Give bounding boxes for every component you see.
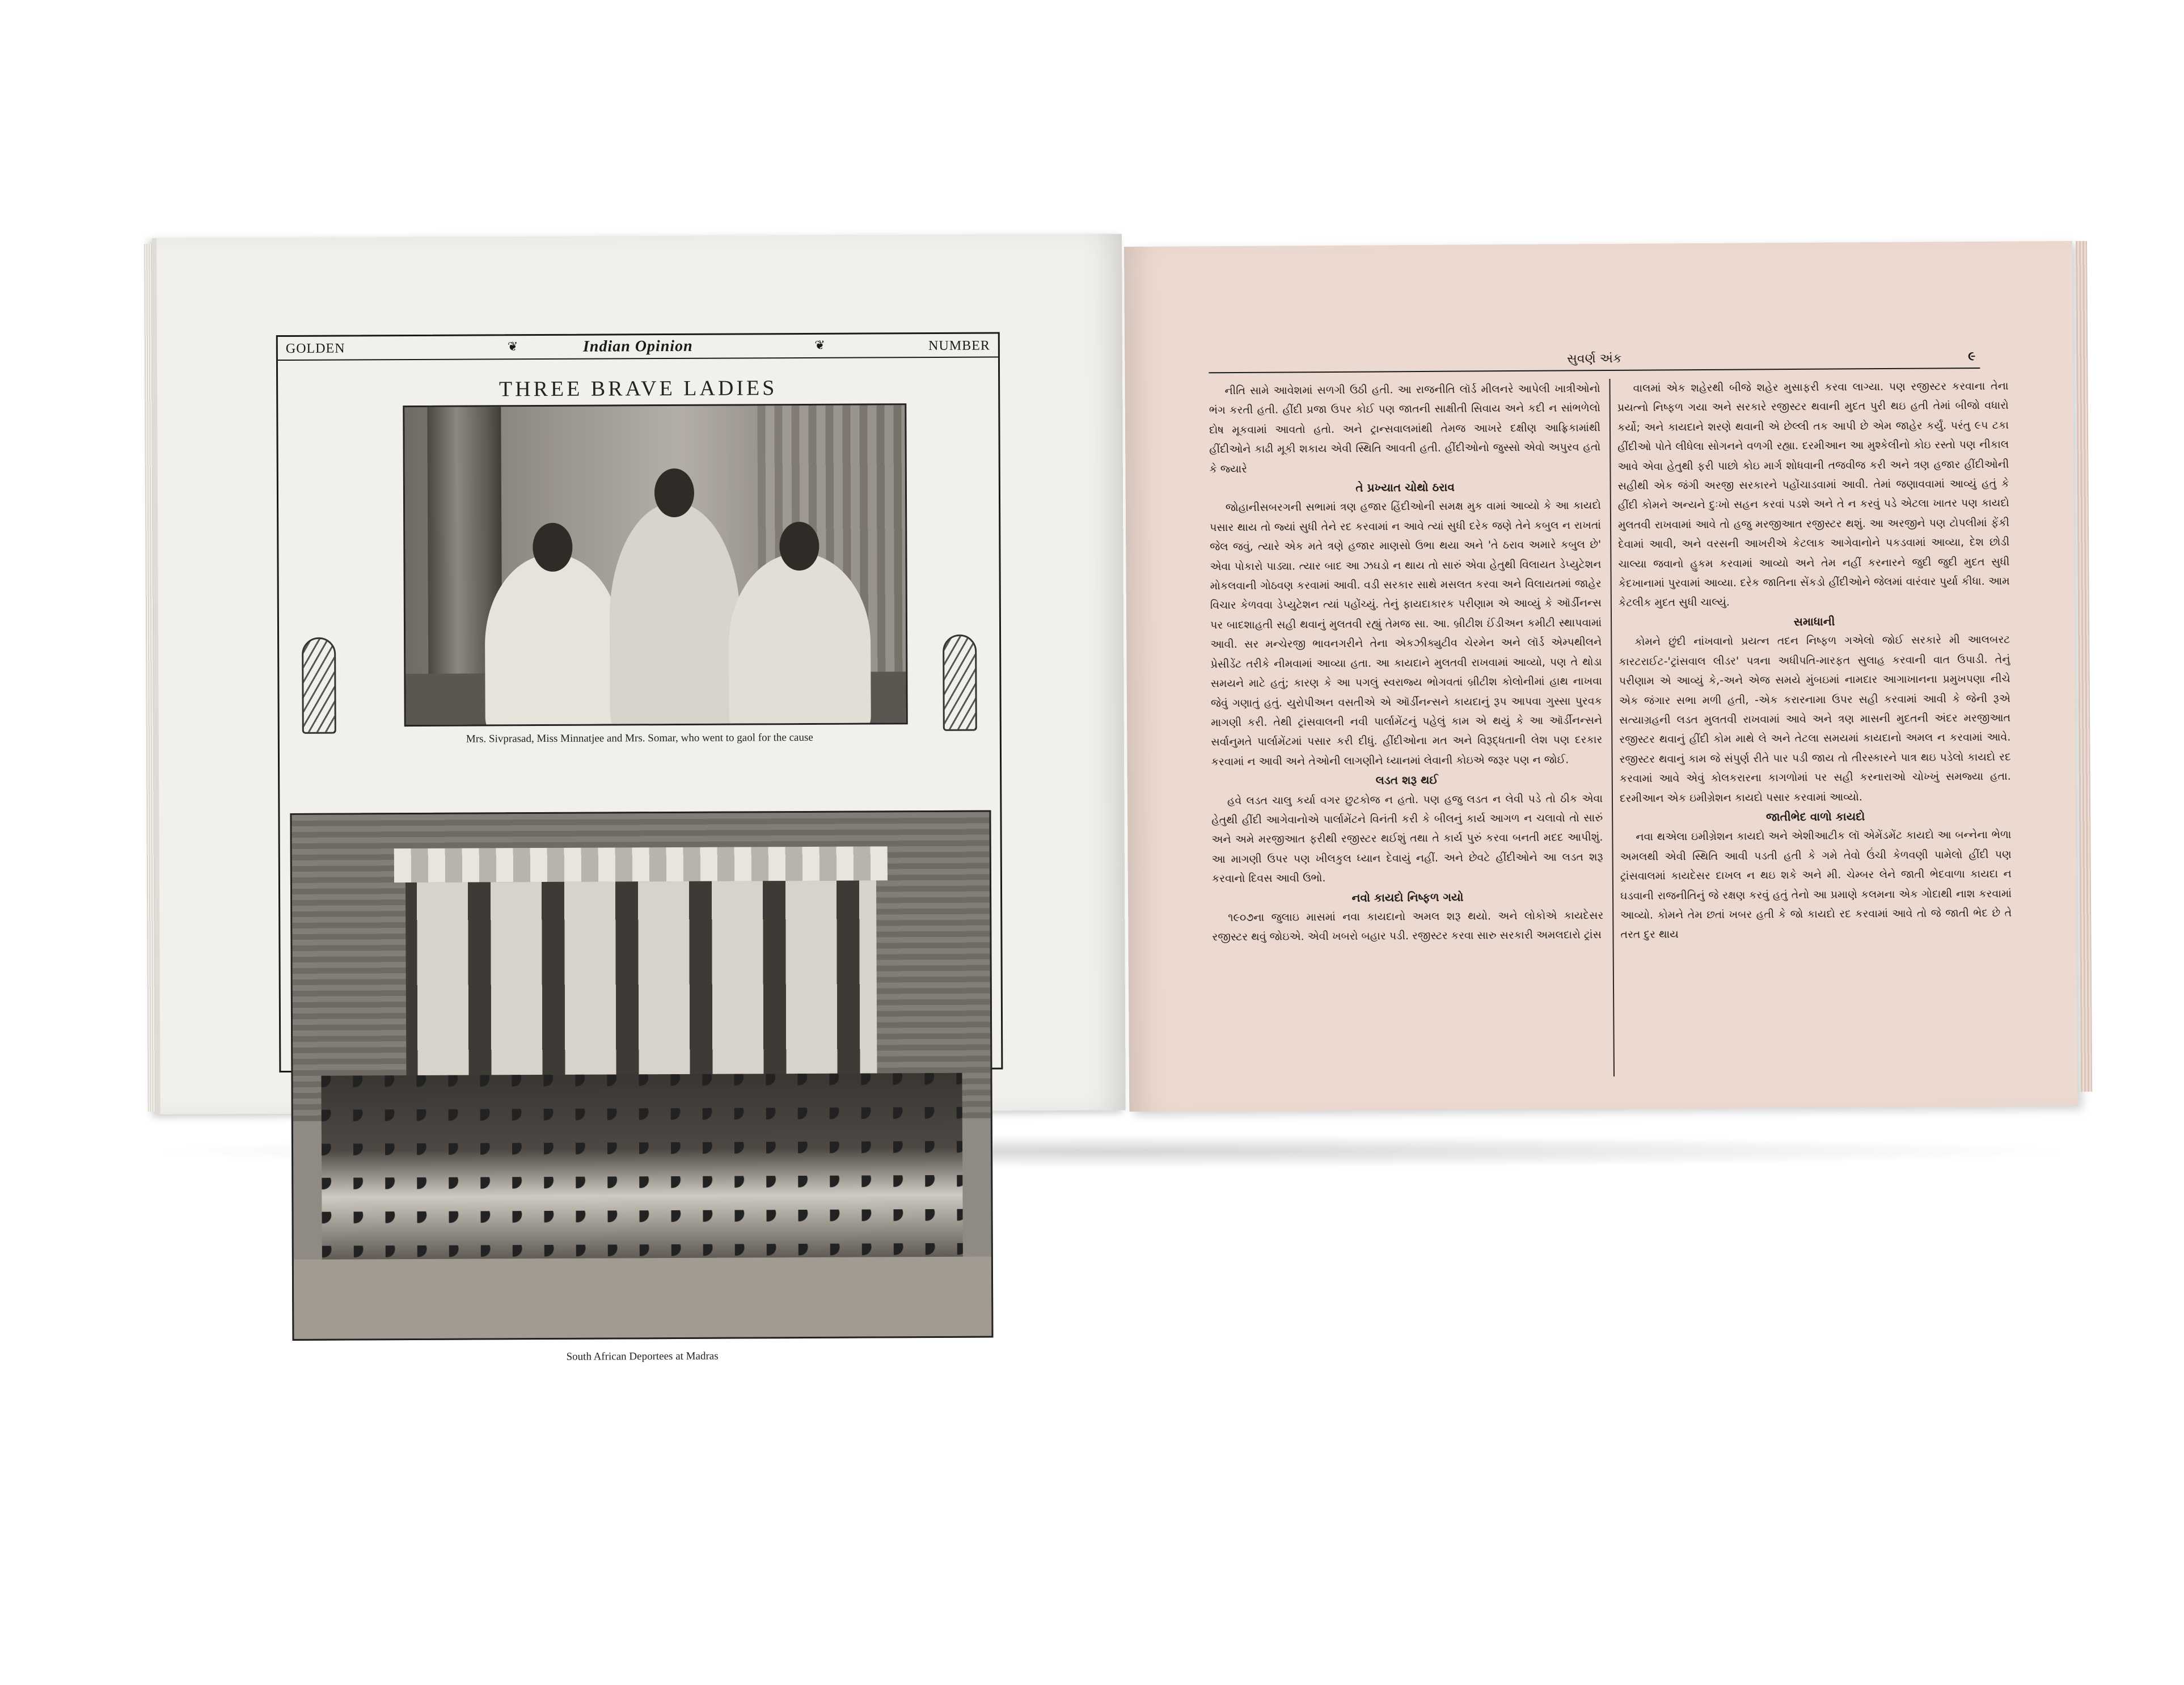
portrait-caption: Mrs. Sivprasad, Miss Minnatjee and Mrs. Somar, who went to gaol for the cause xyxy=(466,731,813,745)
paragraph: નવા થએલા ઇમીગ્રેશન કાયદો અને એશીઆટીક લૉ એમેંડમેંટ કાયદો આ બન્નેના ભેળા અમલથી એવી સ્થિતિ આવી પડતી હતી કે ગમે તેવો ઉંચી કેળવણી પામેલો હીંદી પણ ટ્રાંસવાલમાં કાયદેસર દાખલ ન થઇ શકે અને મી. ચેમ્બર લેને જાતી ભેદવાળા કાયદા ન ઘડવાની રાજનીતિનું જે રક્ષણ કરવું હતું તેનો આ પ્રમાણે કલમના એક ગોદાથી નાશ કરવામાં આવ્યો. કોમને તેમ છતાં ખબર હતી કે જો કાયદો રદ કરવામાં આવે તો જે જાતી ભેદ છે તે તરત દુર થાય xyxy=(1620,829,2012,941)
plate-title: THREE BRAVE LADIES xyxy=(499,376,778,402)
section-heading: તે પ્રખ્યાત ચોથો ઠરાવ xyxy=(1355,480,1455,495)
section-heading: લડત શરૂ થઈ xyxy=(1375,772,1438,787)
paragraph: ૧૯૦૭ના જુલાઇ માસમાં નવા કાયદાનો અમલ શરૂ થયો. અને લોકોએ કાયદેસર રજીસ્ટર થવું જોઇએ. એવી ખબરો બહાર પડી. રજીસ્ટર કરવા સારુ સરકારી અમલદારો ટ્રાંસ xyxy=(1212,909,1604,944)
left-page-edges xyxy=(144,244,156,1112)
ornament-icon xyxy=(943,635,977,731)
ornament-icon xyxy=(302,637,336,734)
paragraph: નીતિ સામે આવેશમાં સળગી ઉઠી હતી. આ રાજનીતિ લૉર્ડ મીલનરે આપેલી ખાત્રીઓનો ભંગ કરતી હતી. હીંદી પ્રજા ઉપર કોઈ પણ જાતની સાક્ષીતી સિવાય અને કદી ન સાંભળેલો દોષ મૂકવામાં આવતો હતો. અને ટ્રાન્સવાલમાંથી તેમજ આખરે દક્ષીણ આફ્રિકામાંથી હીંદીઓને કાઢી મૂકી શકાય એવી સ્થિતિ આવતી હતી. હીંદીઓનો જુસ્સો એવો અપુરવ હતો કે જ્યારે xyxy=(1209,382,1601,475)
paragraph: વાલમાં એક શહેરથી બીજે શહેર મુસાફરી કરવા લાગ્યા. પણ રજીસ્ટર કરવાના તેના પ્રયત્નો નિષ્ફળ ગયા અને સરકારે રજીસ્ટર થવાની મુદત પુરી થઇ હતી તેમાં બીજો વધારો કર્યો; અને કાયદાને શરણે થવાની એ છેલ્લી તક આપી છે એમ જાહેર કર્યું. પરંતુ ૯૫ ટકા હીંદીઓ પોતે લીધેલા સોગનને વળગી રહ્યા. દરમીઆન આ મુશ્કેલીનો કોઇ રસ્તો પણ નીકાલ આવે એવા હેતુથી ફરી પાછો કોઇ માર્ગ શોધવાની તજવીજ કરી અને ત્રણ હજાર હીંદીઓની સહીથી એક જંગી અરજી સરકારને પહોંચાડવામાં આવી. તેમાં જણાવવામાં આવ્યું હતું કે હીંદી કોમને અન્યને દુઃખો સહન કરવાં પડશે અને તે ન કરવું પડે એટલા ખાતર પણ કાયદો મુલતવી રાખવામાં આવે તો હજુ મરજીઆત રજીસ્ટર થશું. આ અરજીને પણ ટોપલીમાં ફેંકી દેવામાં આવી, અને વરસની આખરીએ કેટલાક આગેવાનોને પકડવામાં આવ્યા, દેશ છોડી ચાલ્યા જવાનો હુકમ કરવામાં આવ્યો અને તેમ નહીં કરનારને જુદી જુદી મુદત સુધી કેદખાનામાં પુરવામાં આવ્યા. દરેક જાતિના સેંકડો હીંદીઓને જેલમાં વારંવાર પુર્યા કીધા. આમ કેટલીક મુદત સુધી ચાલ્યું. xyxy=(1617,379,2010,610)
portrait-photo xyxy=(403,403,907,727)
right-page xyxy=(1124,241,2077,1112)
page-header-title: સુવર્ણ અંક xyxy=(1566,351,1622,366)
masthead-title: Indian Opinion xyxy=(582,337,693,356)
right-page-edges xyxy=(2076,241,2092,1092)
group-photo-caption: South African Deportees at Madras xyxy=(566,1350,719,1363)
masthead-ornament-icon: ❦ xyxy=(507,339,518,354)
paragraph: જોહાનીસબરગની સભામાં ત્રણ હજાર હિંદીઓની સમક્ષ મુક વામાં આવ્યો કે આ કાયદો પસાર થાય તો જ્યાં સુધી તેને રદ કરવામાં ન આવે ત્યાં સુધી દરેક જણે તેને કબુલ ન રાખતાં જેલ જવું, ત્યારે એક મતે ત્રણે હજાર માણસો ઉભા થયા અને 'તે ઠરાવ અમારે કબુલ છે' એવા પોકારો પાડ્યા. ત્યાર બાદ આ ઝઘડો ન થાય તો સારું એવા હેતુથી વિલાયત ડેપ્યુટેશન મોકલવાની ગોઠવણ કરવામાં આવી. વડી સરકાર સાથે મસલત કરવા અને વિલાયતમાં જાહેર વિચાર કેળવવા ડેપ્યુટેશન ત્યાં પહોંચ્યું. તેનું ફાયદાકારક પરીણામ એ આવ્યું કે ઑર્ડીનન્સ પર બાદશાહતી સહી થવાનું મુલતવી રહ્યું તેમજ સા. આ. બ્રીટીશ ઈંડીઅન કમીટી સ્થાપવામાં આવી. સર મન્ચેરજી ભાવનગરીને તેના એકઝીક્યુટીવ ચેરમેન અને લૉર્ડ એમ્પથીલને પ્રેસીડેંટ તરીકે નીમવામાં આવ્યા હતા. આ કાયદાને મુલતવી રાખવામાં આવ્યો, પણ તે થોડા સમયને માટે હતું; કારણ કે આ પગલું સ્વરાજ્ય ભોગવતાં બ્રીટીશ કોલોનીમાં હાથ નાખવા જેવું ગણાતું હતું. યુરોપીઅન વસતીએ એ ઑર્ડીનન્સને કાયદાનું રૂપ આપવા ગુસ્સા પુરવક માગણી કરી. તેથી ટ્રાંસવાલની નવી પાર્લામેંટનું પહેલું કામ એ થયું કે આ ઑર્ડીનન્સને સર્વાનુમતે પાર્લામેંટમાં પસાર કરી દીધું. હીંદીઓના મત અને વિરૂદ્ધતાની લેશ પણ દરકાર કરવામાં ન આવી અને તેઓની લાગણીને ધ્યાનમાં લેવાની કોઇએ જરૂર પણ ન જોઈ. xyxy=(1209,499,1603,768)
section-heading: સમાધાની xyxy=(1793,614,1835,628)
page-header xyxy=(1209,348,1980,373)
text-column-1 xyxy=(1209,379,1604,1079)
paragraph: કોમને છુંદી નાંખવાનો પ્રયત્ન તદન નિષ્ફળ ગએલો જોઈ સરકારે મી આલબરટ કારટરાઈટ-'ટ્રાંસવાલ લીડર' પત્રના અધીપતિ-મારફત સુલાહ કરવાની વાત ઉપાડી. તેનું પરીણામ એ આવ્યું કે,-અને એજ સમયે મુંબઇમાં નામદાર આગાખાનના પ્રમુખપણા નીચે એક જંગાર સભા મળી હતી, -એક કરારનામા ઉપર સહી કરવામાં આવી કે જેની રૂએ સત્યાગ્રહની લડત મુલતવી રાખવામાં આવે અને ત્રણ માસની મુદતની અંદર મરજીઆત રજીસ્ટર થવાનું હીંદી કોમ માથે લે અને તેટલા સમયમાં કાયદાનો અમલ ન કરવામાં આવે. રજીસ્ટર થવાનું કામ જે સંપુર્ણ રીતે પાર પડી જાય તો તીરસ્કારને પાત્ર થઇ પડેલો કાયદો રદ કરવામાં આવે એવું કોલકરારના કાગળોમાં પર સહી કરનારાઓ ચોખ્ખું સમજ્યા હતા. દરમીઆન એક ઇમીગ્રેશન કાયદો પસાર કરવામાં આવ્યો. xyxy=(1619,633,2011,805)
section-heading: નવો કાયદો નિષ્ફળ ગયો xyxy=(1351,890,1464,905)
masthead xyxy=(278,333,998,361)
masthead-left: GOLDEN xyxy=(285,341,345,356)
masthead-right: NUMBER xyxy=(928,338,990,354)
left-page xyxy=(152,234,1126,1363)
paragraph: હવે લડત ચાલુ કર્યા વગર છુટકોજ ન હતો. પણ હજુ લડત ન લેવી પડે તો ઠીક એવા હેતુથી હીંદી આગેવાનોએ પાર્લામેંટને વિનંતી કરી કે બીલનું કાર્ય આગળ ન ચલાવો તો સારું અને અમે મરજીઆત ફરીથી રજીસ્ટર થઈશું તથા તે કાર્ય પુરું કરવા બનતી મદદ આપીશું. આ માગણી ઉપર પણ ખીલકુલ ધ્યાન દેવાયું નહીં. અને છેવટે હીંદીઓને આ લડત શરૂ કરવાનો દિવસ આવી ઉભો. xyxy=(1211,792,1603,885)
masthead-ornament-icon: ❦ xyxy=(814,337,825,352)
page-number: ૯ xyxy=(1968,349,1976,364)
plate-frame xyxy=(276,332,1003,1363)
column-divider xyxy=(1609,379,1615,1076)
group-photo xyxy=(290,810,993,1341)
text-column-2 xyxy=(1617,377,2013,1076)
section-heading: જાતીભેદ વાળો કાયદો xyxy=(1765,809,1865,824)
